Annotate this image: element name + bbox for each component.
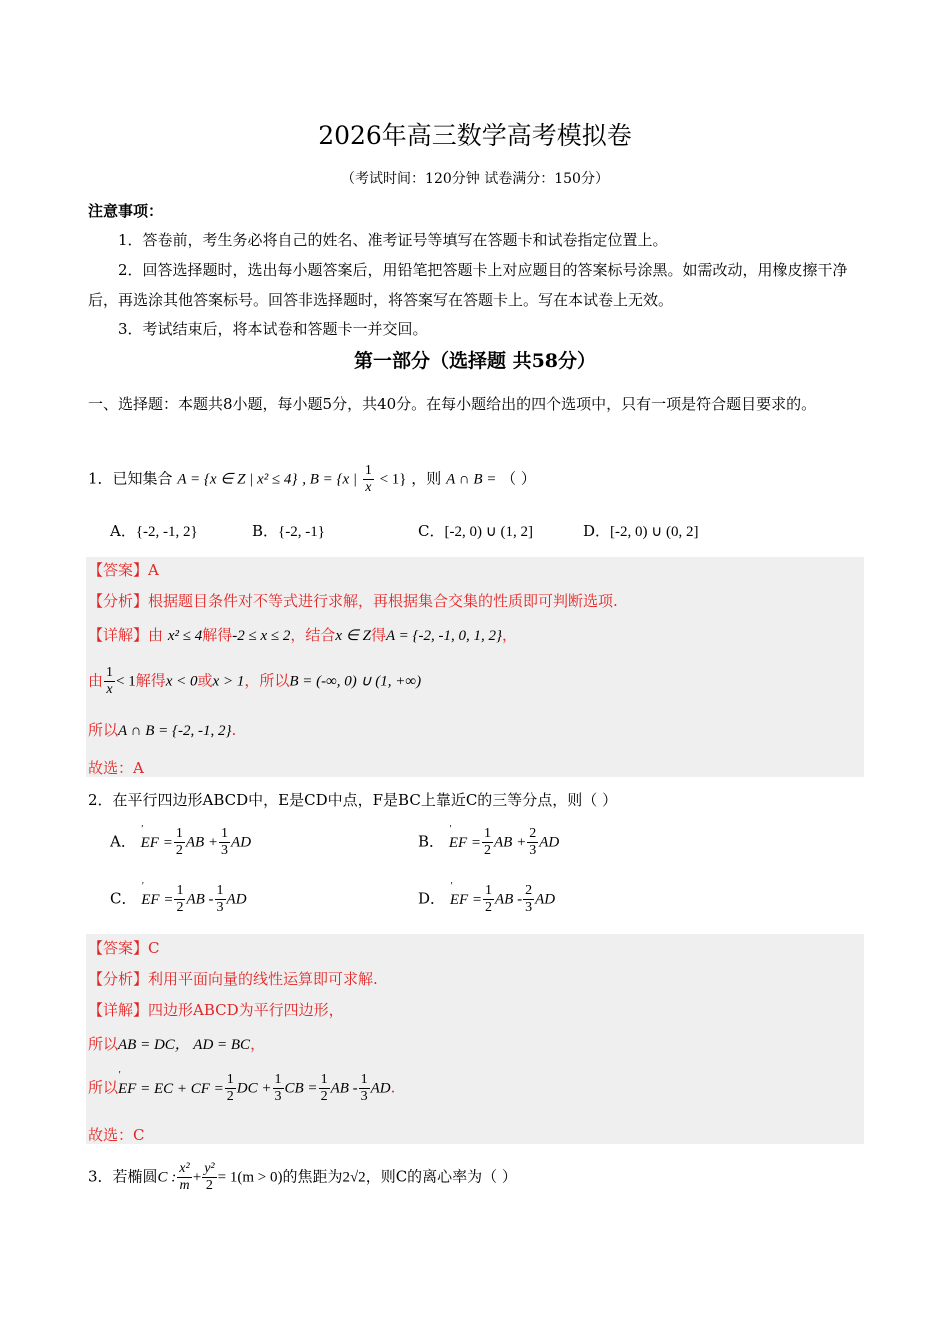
q1-detail-text: 所以 — [88, 721, 119, 739]
frac-num: 1 — [274, 1072, 282, 1087]
q2-detail-tag: 【详解】 — [88, 1001, 149, 1019]
q3-mid: 的焦距为 — [282, 1167, 343, 1186]
frac-num: 1 — [360, 1072, 368, 1087]
q1-detail-line-1 — [88, 624, 517, 645]
q1-option-d-label: D． — [583, 522, 611, 540]
q1-detail-fraction — [104, 665, 115, 698]
question-2-stem: 2．在平行四边形ABCD中，E是CD中点，F是BC上靠近C的三等分点，则（ ） — [88, 791, 618, 809]
q1-detail-text: 解得 — [135, 671, 166, 690]
section-title: 第一部分（选择题 共58分） — [353, 350, 597, 372]
frac-num: x² — [179, 1161, 190, 1176]
frac-num: 1 — [320, 1072, 328, 1087]
q2-option-d-frac1 — [483, 883, 494, 916]
q2-option-c-lhs: ' EF = — [141, 892, 173, 908]
q2-detail-math: AB = DC， AD = BC — [118, 1037, 251, 1053]
frac-num: 2 — [525, 883, 533, 898]
q1-detail-math: x ∈ Z — [335, 628, 371, 644]
q2-detail-math: AB - — [330, 1080, 358, 1097]
q1-option-c[interactable] — [418, 520, 533, 541]
q2-analysis-text: 利用平面向量的线性运算即可求解. — [148, 970, 378, 988]
q1-option-b-value: {-2, -1} — [278, 524, 325, 540]
q2-analysis — [88, 968, 378, 989]
frac-den: 2 — [205, 1178, 213, 1193]
q1-option-b[interactable] — [252, 520, 325, 541]
q2-detail-fraction — [225, 1072, 236, 1105]
q2-option-b-lhs: ' EF = — [449, 835, 481, 851]
q2-detail-text: 四边形ABCD为平行四边形， — [148, 1001, 344, 1019]
exam-subtitle: （考试时间：120分钟 试卷满分：150分） — [341, 171, 609, 187]
frac-num: 1 — [216, 883, 224, 898]
frac-num: y² — [204, 1161, 215, 1176]
q1-detail-text: 得 — [370, 626, 386, 644]
q2-detail-text: . — [390, 1078, 396, 1097]
q1-detail-text: ， — [501, 626, 517, 644]
q1-analysis-tag: 【分析】 — [88, 592, 149, 610]
q1-detail-math: < 1 — [116, 673, 136, 690]
frac-den: 3 — [360, 1089, 368, 1104]
q2-detail-text: 所以 — [88, 1035, 119, 1053]
q2-option-a-term2: AD — [231, 834, 252, 851]
q1-set-a: A = {x ∈ Z | x² ≤ 4} — [177, 471, 298, 488]
frac-den: 2 — [485, 900, 493, 915]
frac-den: m — [179, 1178, 190, 1193]
q2-option-a-lhs: ' EF = — [141, 835, 173, 851]
frac-den: 2 — [175, 843, 183, 858]
q1-paren: （ ） — [501, 469, 536, 488]
q2-detail-math: ' EF = EC + CF = — [118, 1081, 224, 1097]
q2-option-b-term2: AD — [539, 834, 560, 851]
frac-den: 2 — [176, 900, 184, 915]
question-3-stem — [88, 1161, 517, 1194]
q2-detail-math: AD — [370, 1080, 391, 1097]
q1-detail-text: 由 — [88, 671, 104, 690]
question-1-stem — [88, 463, 536, 496]
frac-den: 2 — [484, 843, 492, 858]
q2-detail-line-1 — [88, 999, 344, 1020]
q2-option-b[interactable] — [418, 826, 559, 859]
frac-den: 3 — [221, 843, 229, 858]
q1-detail-math: A = {-2, -1, 0, 1, 2} — [385, 628, 502, 644]
q1-analysis — [88, 590, 618, 611]
q1-detail-math: x > 1 — [212, 673, 245, 690]
q1-detail-math: A ∩ B = {-2, -1, 2} — [118, 723, 232, 739]
q1-detail-fraction-num: 1 — [106, 665, 114, 680]
frac-den: 3 — [216, 900, 224, 915]
q2-option-a-label: A． — [110, 832, 136, 851]
q1-detail-tag: 【详解】 — [88, 626, 149, 644]
q1-detail-math: B = (-∞, 0) ∪ (1, +∞) — [289, 673, 422, 690]
q2-option-b-frac2 — [527, 826, 538, 859]
q1-option-a-value: {-2, -1, 2} — [135, 524, 198, 540]
q2-detail-fraction — [319, 1072, 330, 1105]
q3-tail: ，则C的离心率为（ ） — [365, 1167, 517, 1186]
q2-option-b-label: B． — [418, 832, 445, 851]
q1-fraction-den: x — [365, 480, 372, 495]
q2-conclusion: 故选：C — [88, 1126, 145, 1144]
section-intro: 一、选择题：本题共8小题，每小题5分，共40分。在每小题给出的四个选项中，只有一项是符合题目要求的。 — [88, 395, 817, 413]
q1-analysis-text: 根据题目条件对不等式进行求解，再根据集合交集的性质即可判断选项. — [148, 592, 618, 610]
notes-heading: 注意事项： — [88, 202, 164, 220]
q3-y-fraction — [202, 1161, 216, 1194]
frac-den: 3 — [525, 900, 533, 915]
q3-x-fraction — [177, 1161, 191, 1194]
q1-detail-fraction-den: x — [106, 682, 113, 697]
q3-prefix: 3．若椭圆 — [88, 1167, 158, 1186]
q2-option-c-term1: AB - — [186, 891, 214, 908]
q1-detail-text: ，所以 — [244, 671, 290, 690]
q3-plus: + — [192, 1169, 202, 1186]
q3-c-label: C : — [157, 1169, 177, 1186]
q2-detail-text: ， — [250, 1035, 266, 1053]
q2-option-a[interactable] — [110, 826, 251, 859]
q1-option-d-value: [-2, 0) ∪ (0, 2] — [610, 524, 699, 540]
q1-detail-text: ，结合 — [290, 626, 336, 644]
frac-den: 2 — [320, 1089, 328, 1104]
q2-option-d-term1: AB - — [495, 891, 523, 908]
q2-option-d-label: D． — [418, 889, 446, 908]
q1-option-c-label: C． — [418, 522, 445, 540]
q1-set-b-tail: < 1} — [379, 471, 407, 488]
q2-detail-text: 所以 — [88, 1078, 119, 1097]
q1-detail-math: -2 ≤ x ≤ 2 — [232, 628, 291, 644]
q2-option-a-frac2 — [219, 826, 230, 859]
q1-detail-text: 由 — [148, 626, 164, 644]
q2-analysis-tag: 【分析】 — [88, 970, 149, 988]
exam-title: 2026年高三数学高考模拟卷 — [318, 121, 632, 150]
q1-detail-math: x² ≤ 4 — [167, 628, 203, 644]
frac-num: 1 — [226, 1072, 234, 1087]
q1-prefix: 1．已知集合 — [88, 469, 173, 488]
frac-num: 1 — [485, 883, 493, 898]
q1-detail-text: 解得 — [202, 626, 233, 644]
q3-equation-tail: = 1(m > 0) — [217, 1169, 283, 1186]
q1-detail-line-3 — [88, 719, 236, 740]
q1-detail-text: 或 — [197, 671, 213, 690]
frac-num: 1 — [176, 883, 184, 898]
q2-option-c[interactable] — [110, 883, 247, 916]
q2-detail-fraction — [359, 1072, 370, 1105]
q2-detail-line-2 — [88, 1033, 265, 1054]
q1-detail-math: x < 0 — [165, 673, 198, 690]
q1-option-c-value: [-2, 0) ∪ (1, 2] — [444, 524, 533, 540]
q2-option-a-frac1 — [174, 826, 185, 859]
note-item-3: 3．考试结束后，将本试卷和答题卡一并交回。 — [118, 320, 428, 338]
q2-option-c-label: C． — [110, 889, 137, 908]
q1-option-a-label: A． — [110, 522, 136, 540]
frac-den: 2 — [226, 1089, 234, 1104]
q1-fraction-num: 1 — [364, 463, 372, 478]
q1-set-b-fraction — [363, 463, 374, 496]
frac-num: 1 — [221, 826, 229, 841]
frac-num: 1 — [175, 826, 183, 841]
frac-num: 1 — [484, 826, 492, 841]
q2-option-d[interactable] — [418, 883, 555, 916]
q2-detail-fraction — [273, 1072, 284, 1105]
frac-den: 3 — [529, 843, 537, 858]
q2-option-d-lhs: ' EF = — [450, 892, 482, 908]
q1-then: ，则 — [411, 469, 442, 488]
q1-target: A ∩ B = — [446, 471, 497, 488]
q2-option-a-term1: AB + — [185, 834, 219, 851]
q1-detail-text: . — [231, 721, 237, 739]
note-item-2: 2．回答选择题时，选出每小题答案后，用铅笔把答题卡上对应题目的答案标号涂黑。如需改动，用橡皮擦干净后，再选涂其他答案标号。回答非选择题时，将答案写在答题卡上。写在本试卷上无效。 — [88, 261, 848, 309]
q1-option-d[interactable] — [583, 520, 699, 541]
q1-set-b-lead: , B = {x | — [302, 471, 358, 488]
frac-den: 3 — [274, 1089, 282, 1104]
q2-option-d-frac2 — [523, 883, 534, 916]
frac-num: 2 — [529, 826, 537, 841]
q1-conclusion: 故选：A — [88, 759, 144, 777]
note-item-1: 1．答卷前，考生务必将自己的姓名、准考证号等填写在答题卡和试卷指定位置上。 — [118, 231, 668, 249]
q2-option-c-frac1 — [174, 883, 185, 916]
q2-detail-math: CB = — [284, 1080, 318, 1097]
q2-option-b-frac1 — [482, 826, 493, 859]
q1-option-b-label: B． — [252, 522, 279, 540]
q1-option-a[interactable] — [110, 520, 198, 541]
q2-option-d-term2: AD — [535, 891, 556, 908]
q2-detail-line-3 — [88, 1072, 395, 1105]
q1-detail-line-2 — [88, 665, 421, 698]
q3-focal-length: 2√2 — [342, 1169, 366, 1186]
q2-detail-math: DC + — [236, 1080, 272, 1097]
q2-option-c-frac2 — [215, 883, 226, 916]
q2-option-b-term1: AB + — [494, 834, 527, 851]
q2-option-c-term2: AD — [226, 891, 247, 908]
q2-answer: 【答案】C — [88, 939, 160, 957]
q1-answer: 【答案】A — [88, 561, 159, 579]
